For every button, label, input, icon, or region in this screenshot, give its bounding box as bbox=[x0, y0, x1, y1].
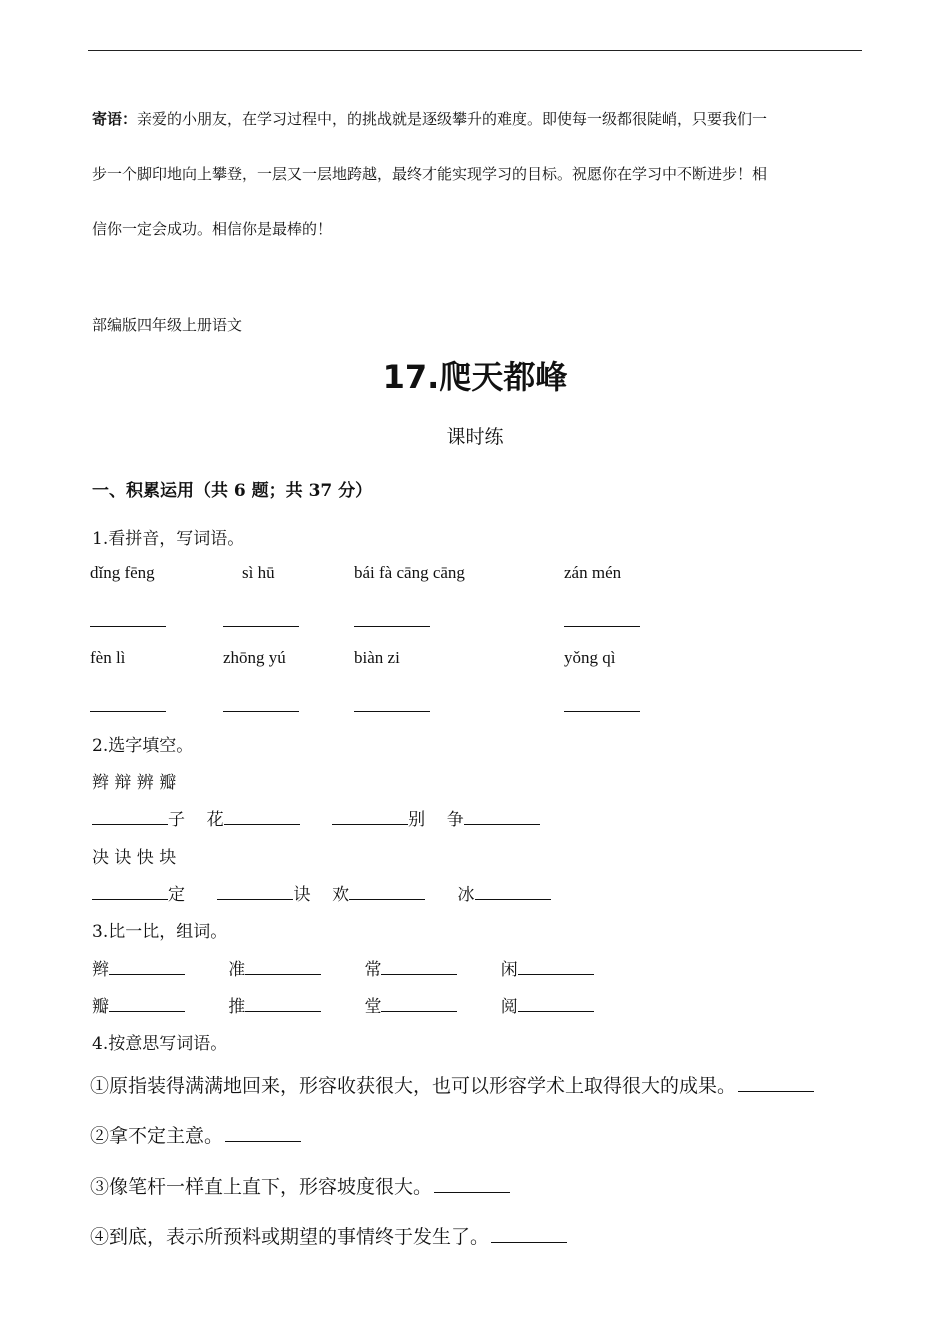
definition-text: ④到底，表示所预料或期望的事情终于发生了。 bbox=[90, 1226, 490, 1248]
answer-blank[interactable] bbox=[245, 997, 321, 1012]
q3-prompt: 3.比一比，组词。 bbox=[92, 922, 228, 942]
answer-blank[interactable] bbox=[92, 810, 168, 825]
compare-char: 闲 bbox=[500, 960, 518, 980]
compare-char: 推 bbox=[228, 997, 246, 1017]
answer-blank[interactable] bbox=[381, 997, 457, 1012]
compare-char: 瓣 bbox=[92, 997, 109, 1017]
answer-blank[interactable] bbox=[224, 810, 300, 825]
pinyin-item: dǐng fēng bbox=[90, 563, 155, 582]
fill-word: 争 bbox=[446, 810, 464, 830]
pinyin-item: yǒng qì bbox=[564, 648, 616, 667]
answer-blank[interactable] bbox=[332, 810, 408, 825]
answer-blank[interactable] bbox=[90, 710, 166, 712]
definition-text: ③像笔杆一样直上直下，形容坡度很大。 bbox=[90, 1176, 433, 1198]
fill-word: 诀 bbox=[293, 885, 311, 905]
pinyin-item: zán mén bbox=[564, 563, 622, 582]
answer-blank[interactable] bbox=[90, 625, 166, 627]
answer-blank[interactable] bbox=[223, 625, 299, 627]
answer-blank[interactable] bbox=[349, 885, 425, 900]
q4-item-3 bbox=[90, 1172, 510, 1199]
answer-blank[interactable] bbox=[518, 997, 594, 1012]
answer-blank[interactable] bbox=[354, 710, 430, 712]
q4-item-1 bbox=[90, 1071, 814, 1098]
definition-text: ②拿不定主意。 bbox=[90, 1125, 224, 1147]
message-line-2: 步一个脚印地向上攀登，一层又一层地跨越，最终才能实现学习的目标。祝愿你在学习中不断进步！相 bbox=[92, 165, 768, 183]
fill-word: 别 bbox=[408, 810, 426, 830]
q2-prompt: 2.选字填空。 bbox=[92, 736, 194, 756]
fill-word: 花 bbox=[206, 810, 224, 830]
answer-blank[interactable] bbox=[738, 1077, 814, 1092]
q4-prompt: 4.按意思写词语。 bbox=[92, 1034, 228, 1054]
textbook-subtitle: 部编版四年级上册语文 bbox=[92, 316, 243, 334]
message-text-1: 亲爱的小朋友，在学习过程中，的挑战就是逐级攀升的难度。即使每一级都很陡峭，只要我们一 bbox=[137, 110, 768, 128]
answer-blank[interactable] bbox=[217, 885, 293, 900]
q3-row-2 bbox=[92, 992, 594, 1017]
compare-char: 准 bbox=[228, 960, 246, 980]
definition-text: ①原指装得满满地回来，形容收获很大，也可以形容学术上取得很大的成果。 bbox=[90, 1075, 737, 1097]
header-rule bbox=[88, 50, 862, 51]
q2-fill-row-1 bbox=[92, 805, 540, 830]
answer-blank[interactable] bbox=[225, 1127, 301, 1142]
compare-char: 堂 bbox=[364, 997, 382, 1017]
pinyin-item: biàn zi bbox=[354, 648, 400, 667]
answer-blank[interactable] bbox=[223, 710, 299, 712]
message-label: 寄语： bbox=[92, 110, 138, 128]
answer-blank[interactable] bbox=[518, 960, 594, 975]
q4-item-2 bbox=[90, 1121, 301, 1148]
compare-char: 阅 bbox=[500, 997, 518, 1017]
q2-char-group-1: 辫 辩 辨 瓣 bbox=[92, 773, 177, 793]
section-heading: 一、积累运用（共 6 题；共 37 分） bbox=[92, 481, 373, 501]
q2-char-group-2: 决 诀 快 块 bbox=[92, 848, 177, 868]
q1-prompt: 1.看拼音，写词语。 bbox=[92, 529, 245, 549]
answer-blank[interactable] bbox=[434, 1178, 510, 1193]
fill-word: 子 bbox=[168, 810, 185, 830]
pinyin-item: sì hū bbox=[242, 563, 275, 582]
pinyin-item: fèn lì bbox=[90, 648, 126, 667]
pinyin-item: zhōng yú bbox=[223, 648, 286, 667]
answer-blank[interactable] bbox=[564, 710, 640, 712]
answer-blank[interactable] bbox=[381, 960, 457, 975]
message-line-3: 信你一定会成功。相信你是最棒的！ bbox=[92, 220, 333, 238]
answer-blank[interactable] bbox=[464, 810, 540, 825]
pinyin-item: bái fà cāng cāng bbox=[354, 563, 465, 582]
fill-word: 定 bbox=[168, 885, 185, 905]
q2-fill-row-2 bbox=[92, 880, 551, 905]
answer-blank[interactable] bbox=[109, 960, 185, 975]
page-title: 17.爬天都峰 bbox=[382, 358, 568, 396]
answer-blank[interactable] bbox=[475, 885, 551, 900]
q3-row-1 bbox=[92, 955, 594, 980]
answer-blank[interactable] bbox=[354, 625, 430, 627]
answer-blank[interactable] bbox=[564, 625, 640, 627]
fill-word: 欢 bbox=[332, 885, 350, 905]
q4-item-4 bbox=[90, 1222, 567, 1249]
message-line-1 bbox=[92, 108, 767, 129]
answer-blank[interactable] bbox=[245, 960, 321, 975]
answer-blank[interactable] bbox=[109, 997, 185, 1012]
answer-blank[interactable] bbox=[92, 885, 168, 900]
compare-char: 常 bbox=[364, 960, 382, 980]
answer-blank[interactable] bbox=[491, 1228, 567, 1243]
compare-char: 辫 bbox=[92, 960, 109, 980]
lesson-label: 课时练 bbox=[446, 426, 504, 448]
fill-word: 冰 bbox=[457, 885, 475, 905]
